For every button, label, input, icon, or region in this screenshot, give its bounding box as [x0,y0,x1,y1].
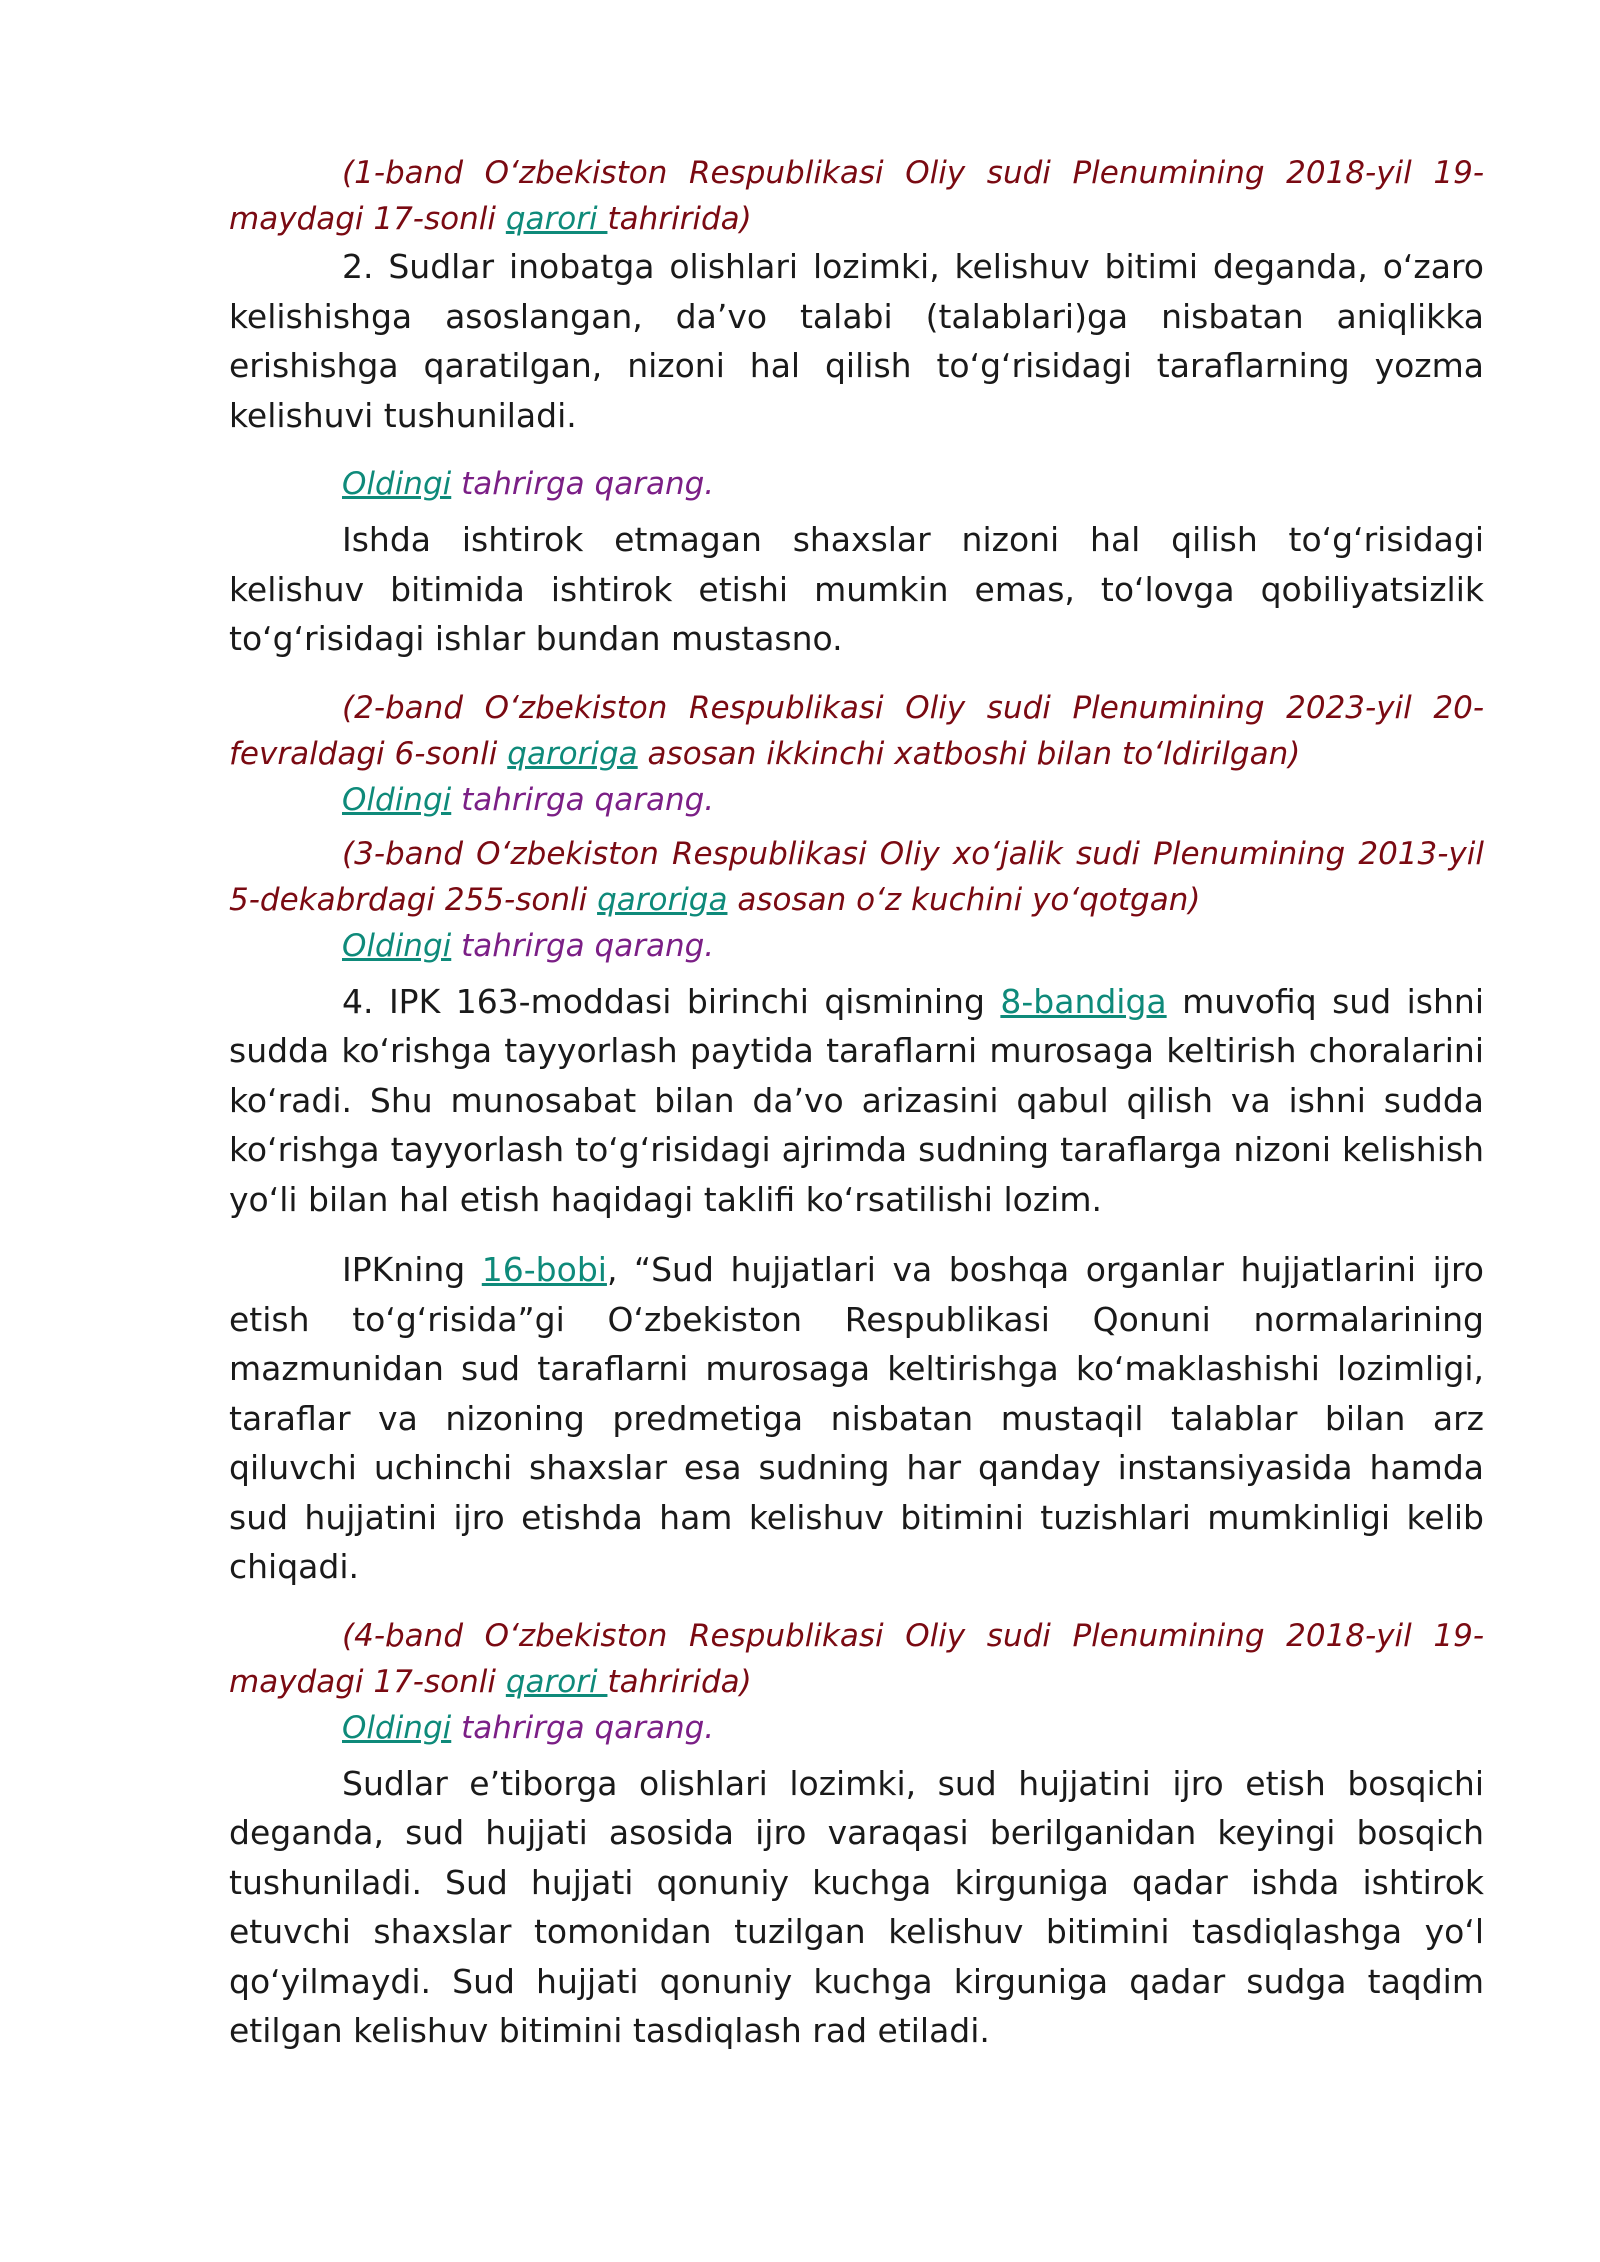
document-page [229,150,1484,2056]
paragraph-4-part-2: IPKning 16-bobi, “Sud hujjatlari va boshqa organlar hujjatlarini ijro etish to‘g‘risida”gi O‘zbekiston Respublikasi Qonuni normalarining mazmunidan sud taraflarni murosaga keltirishga ko‘maklashishi lozimligi, taraflar va nizoning predmetiga nisbatan mustaqil talablar bilan arz qiluvchi uchinchi shaxslar esa sudning har qanday instansiyasida hamda sud hujjatini ijro etishda ham kelishuv bitimini tuzishlari mumkinligi kelib chiqadi. [229,1250,1484,1586]
paragraph-4-part-3: Sudlar e’tiborga olishlari lozimki, sud hujjatini ijro etish bosqichi deganda, sud hujjati asosida ijro varaqasi berilganidan keyingi bosqich tushuniladi. Sud hujjati qonuniy kuchga kirguniga qadar ishda ishtirok etuvchi shaxslar tomonidan tuzilgan kelishuv bitimini tasdiqlashga yo‘l qo‘yilmaydi. Sud hujjati qonuniy kuchga kirguniga qadar sudga taqdim etilgan kelishuv bitimini tasdiqlash rad etiladi. [229,1763,1484,2050]
resolution-link[interactable]: qarori [505,1663,608,1700]
previous-edition-link[interactable]: Oldingi [342,1709,452,1746]
previous-edition-2: Oldingi tahrirga qarang. [342,781,715,818]
paragraph-2: 2. Sudlar inobatga olishlari lozimki, kelishuv bitimi deganda, o‘zaro kelishishga asoslangan, da’vo talabi (talablari)ga nisbatan aniqlikka erishishga qaratilgan, nizoni hal qilish to‘g‘risidagi taraflarning yozma kelishuvi tushuniladi. [229,247,1484,435]
article-clause-link[interactable]: 8-bandiga [1000,981,1167,1021]
amendment-note-1: (1-band O‘zbekiston Respublikasi Oliy sudi Plenumining 2018-yil 19-maydagi 17-sonli qarori tahririda) [229,155,1484,237]
previous-edition-3: Oldingi tahrirga qarang. [342,927,715,964]
resolution-link[interactable]: qaroriga [597,881,728,918]
chapter-link[interactable]: 16-bobi [481,1250,607,1289]
previous-edition-link[interactable]: Oldingi [342,466,452,502]
paragraph-2-part-2: Ishda ishtirok etmagan shaxslar nizoni hal qilish to‘g‘risidagi kelishuv bitimida ishtirok etishi mumkin emas, to‘lovga qobiliyatsizlik to‘g‘risidagi ishlar bundan mustasno. [229,520,1484,658]
amendment-note-4: (4-band O‘zbekiston Respublikasi Oliy sudi Plenumining 2018-yil 19-maydagi 17-sonli qarori tahririda) [229,1617,1484,1700]
previous-edition-link[interactable]: Oldingi [342,781,452,818]
resolution-link[interactable]: qaroriga [507,735,638,772]
previous-edition-1: Oldingi tahrirga qarang. [342,466,715,502]
previous-edition-link[interactable]: Oldingi [342,927,452,964]
paragraph-4: 4. IPK 163-moddasi birinchi qismining 8-bandiga muvofiq sud ishni sudda ko‘rishga tayyorlash paytida taraflarni murosaga keltirish choralarini ko‘radi. Shu munosabat bilan da’vo arizasini qabul qilish va ishni sudda ko‘rishga tayyorlash to‘g‘risidagi ajrimda sudning taraflarga nizoni kelishish yo‘li bilan hal etish haqidagi taklifi ko‘rsatilishi lozim. [229,981,1484,1219]
resolution-link[interactable]: qarori [505,201,608,237]
amendment-note-3: (3-band O‘zbekiston Respublikasi Oliy xo‘jalik sudi Plenumining 2013-yil 5-dekabrdagi 255-sonli qaroriga asosan o‘z kuchini yo‘qotgan) [229,835,1484,918]
amendment-note-2: (2-band O‘zbekiston Respublikasi Oliy sudi Plenumining 2023-yil 20-fevraldagi 6-sonli qaroriga asosan ikkinchi xatboshi bilan to‘ldirilgan) [229,689,1484,772]
previous-edition-4: Oldingi tahrirga qarang. [342,1709,715,1746]
